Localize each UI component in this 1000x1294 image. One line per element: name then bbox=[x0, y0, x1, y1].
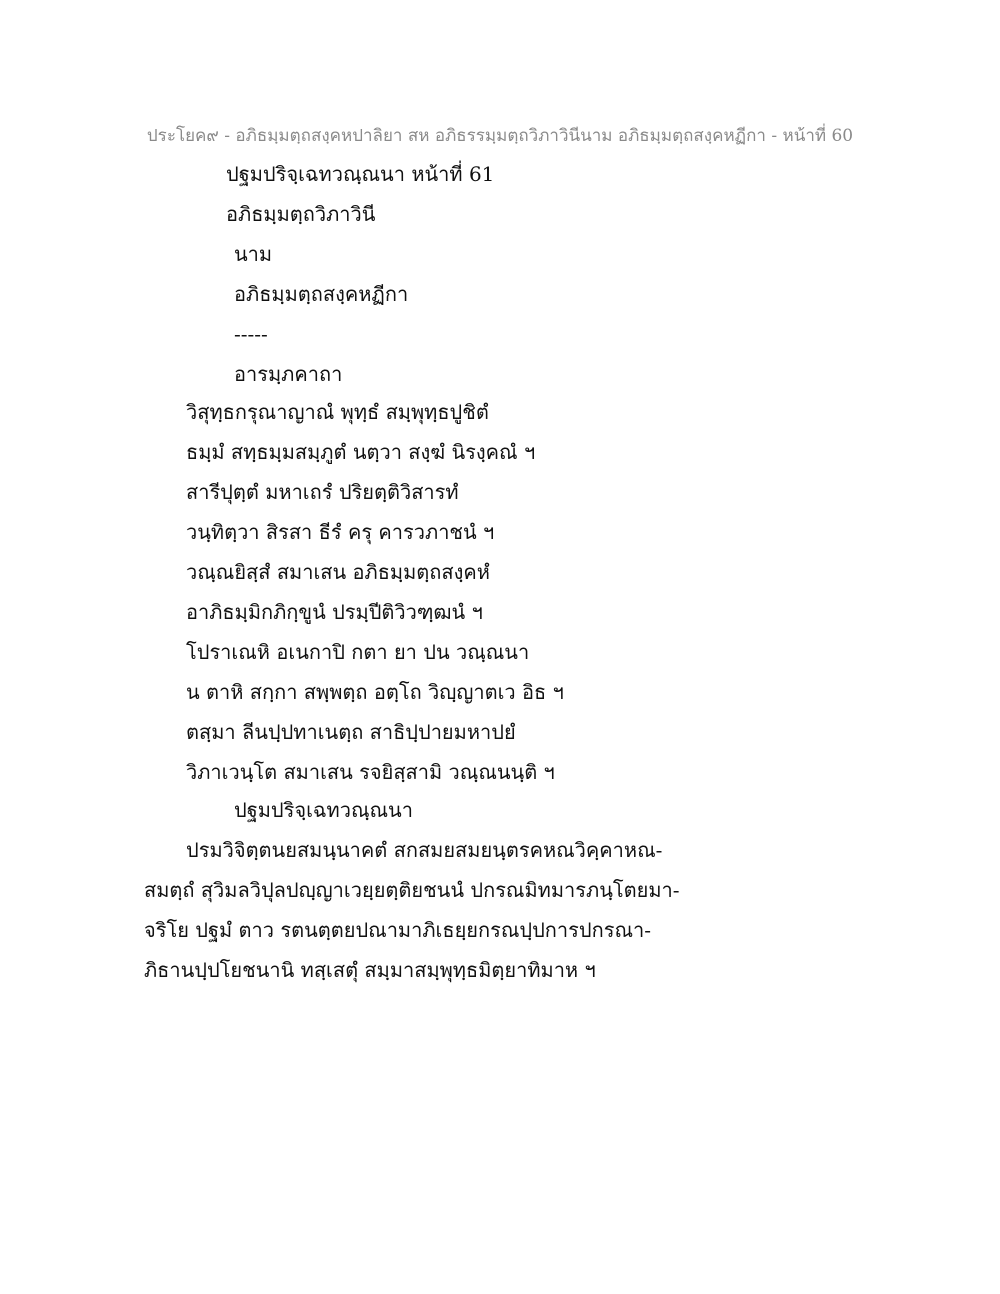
verse-line: วิสุทฺธกรุณาญาณํ พุทฺธํ สมฺพุทฺธปูชิตํ bbox=[186, 400, 489, 424]
verse-line: ธมฺมํ สทฺธมฺมสมฺภูตํ นตฺวา สงฺฆํ นิรงฺคณํ ฯ bbox=[186, 440, 536, 464]
prose-line: ปรมวิจิตฺตนยสมนฺนาคตํ สกสมยสมยนฺตรคหณวิคฺคาหณ- bbox=[186, 838, 663, 862]
verse-line: วณฺณยิสฺสํ สมาเสน อภิธมฺมตฺถสงฺคหํ bbox=[186, 560, 490, 584]
section-title-arambhagatha: อารมฺภคาถา bbox=[234, 362, 343, 386]
prose-line: สมตฺถํ สุวิมลวิปุลปญฺญาเวยฺยตฺติยชนนํ ปกรณมิทมารภนฺโตยมา- bbox=[144, 878, 680, 902]
verse-line: วิภาเวนฺโต สมาเสน รจยิสฺสามิ วณฺณนนฺติ ฯ bbox=[186, 760, 555, 784]
prose-line: จริโย ปฐมํ ตาว รตนตฺตยปณามาภิเธยฺยกรณปฺปการปกรณา- bbox=[144, 918, 651, 942]
verse-line: ตสฺมา ลีนปฺปทาเนตฺถ สาธิปฺปายมหาปยํ bbox=[186, 720, 516, 744]
separator-line: ----- bbox=[234, 322, 268, 346]
book-title: อภิธมฺมตฺถวิภาวินี bbox=[226, 202, 376, 226]
running-header: ประโยค๙ - อภิธมฺมตฺถสงฺคหปาลิยา สห อภิธรรมฺมตฺถวิภาวินีนาม อภิธมฺมตฺถสงฺคหฏีกา - หน้าที่ 60 bbox=[146, 126, 854, 146]
verse-line: น ตาหิ สกฺกา สพฺพตฺถ อตฺโถ วิญฺญาตเว อิธ ฯ bbox=[186, 680, 564, 704]
verse-line: วนฺทิตฺวา สิรสา ธีรํ ครุ คารวภาชนํ ฯ bbox=[186, 520, 495, 544]
prose-line: ภิธานปฺปโยชนานิ ทสฺเสตุํ สมฺมาสมฺพุทฺธมิตฺยาทิมาห ฯ bbox=[144, 958, 596, 982]
section-heading: ปฐมปริจฺเฉทวณฺณนา bbox=[234, 798, 413, 822]
subtitle: อภิธมฺมตฺถสงฺคหฏีกา bbox=[234, 282, 409, 306]
verse-line: อาภิธมฺมิกภิกฺขูนํ ปรมฺปีติวิวฑฺฒนํ ฯ bbox=[186, 600, 483, 624]
nama-line: นาม bbox=[234, 242, 273, 266]
chapter-page-line: ปฐมปริจฺเฉทวณฺณนา หน้าที่ 61 bbox=[226, 162, 495, 186]
verse-line: สารีปุตฺตํ มหาเถรํ ปริยตฺติวิสารทํ bbox=[186, 480, 459, 504]
verse-line: โปราเณหิ อเนกาปิ กตา ยา ปน วณฺณนา bbox=[186, 640, 530, 664]
